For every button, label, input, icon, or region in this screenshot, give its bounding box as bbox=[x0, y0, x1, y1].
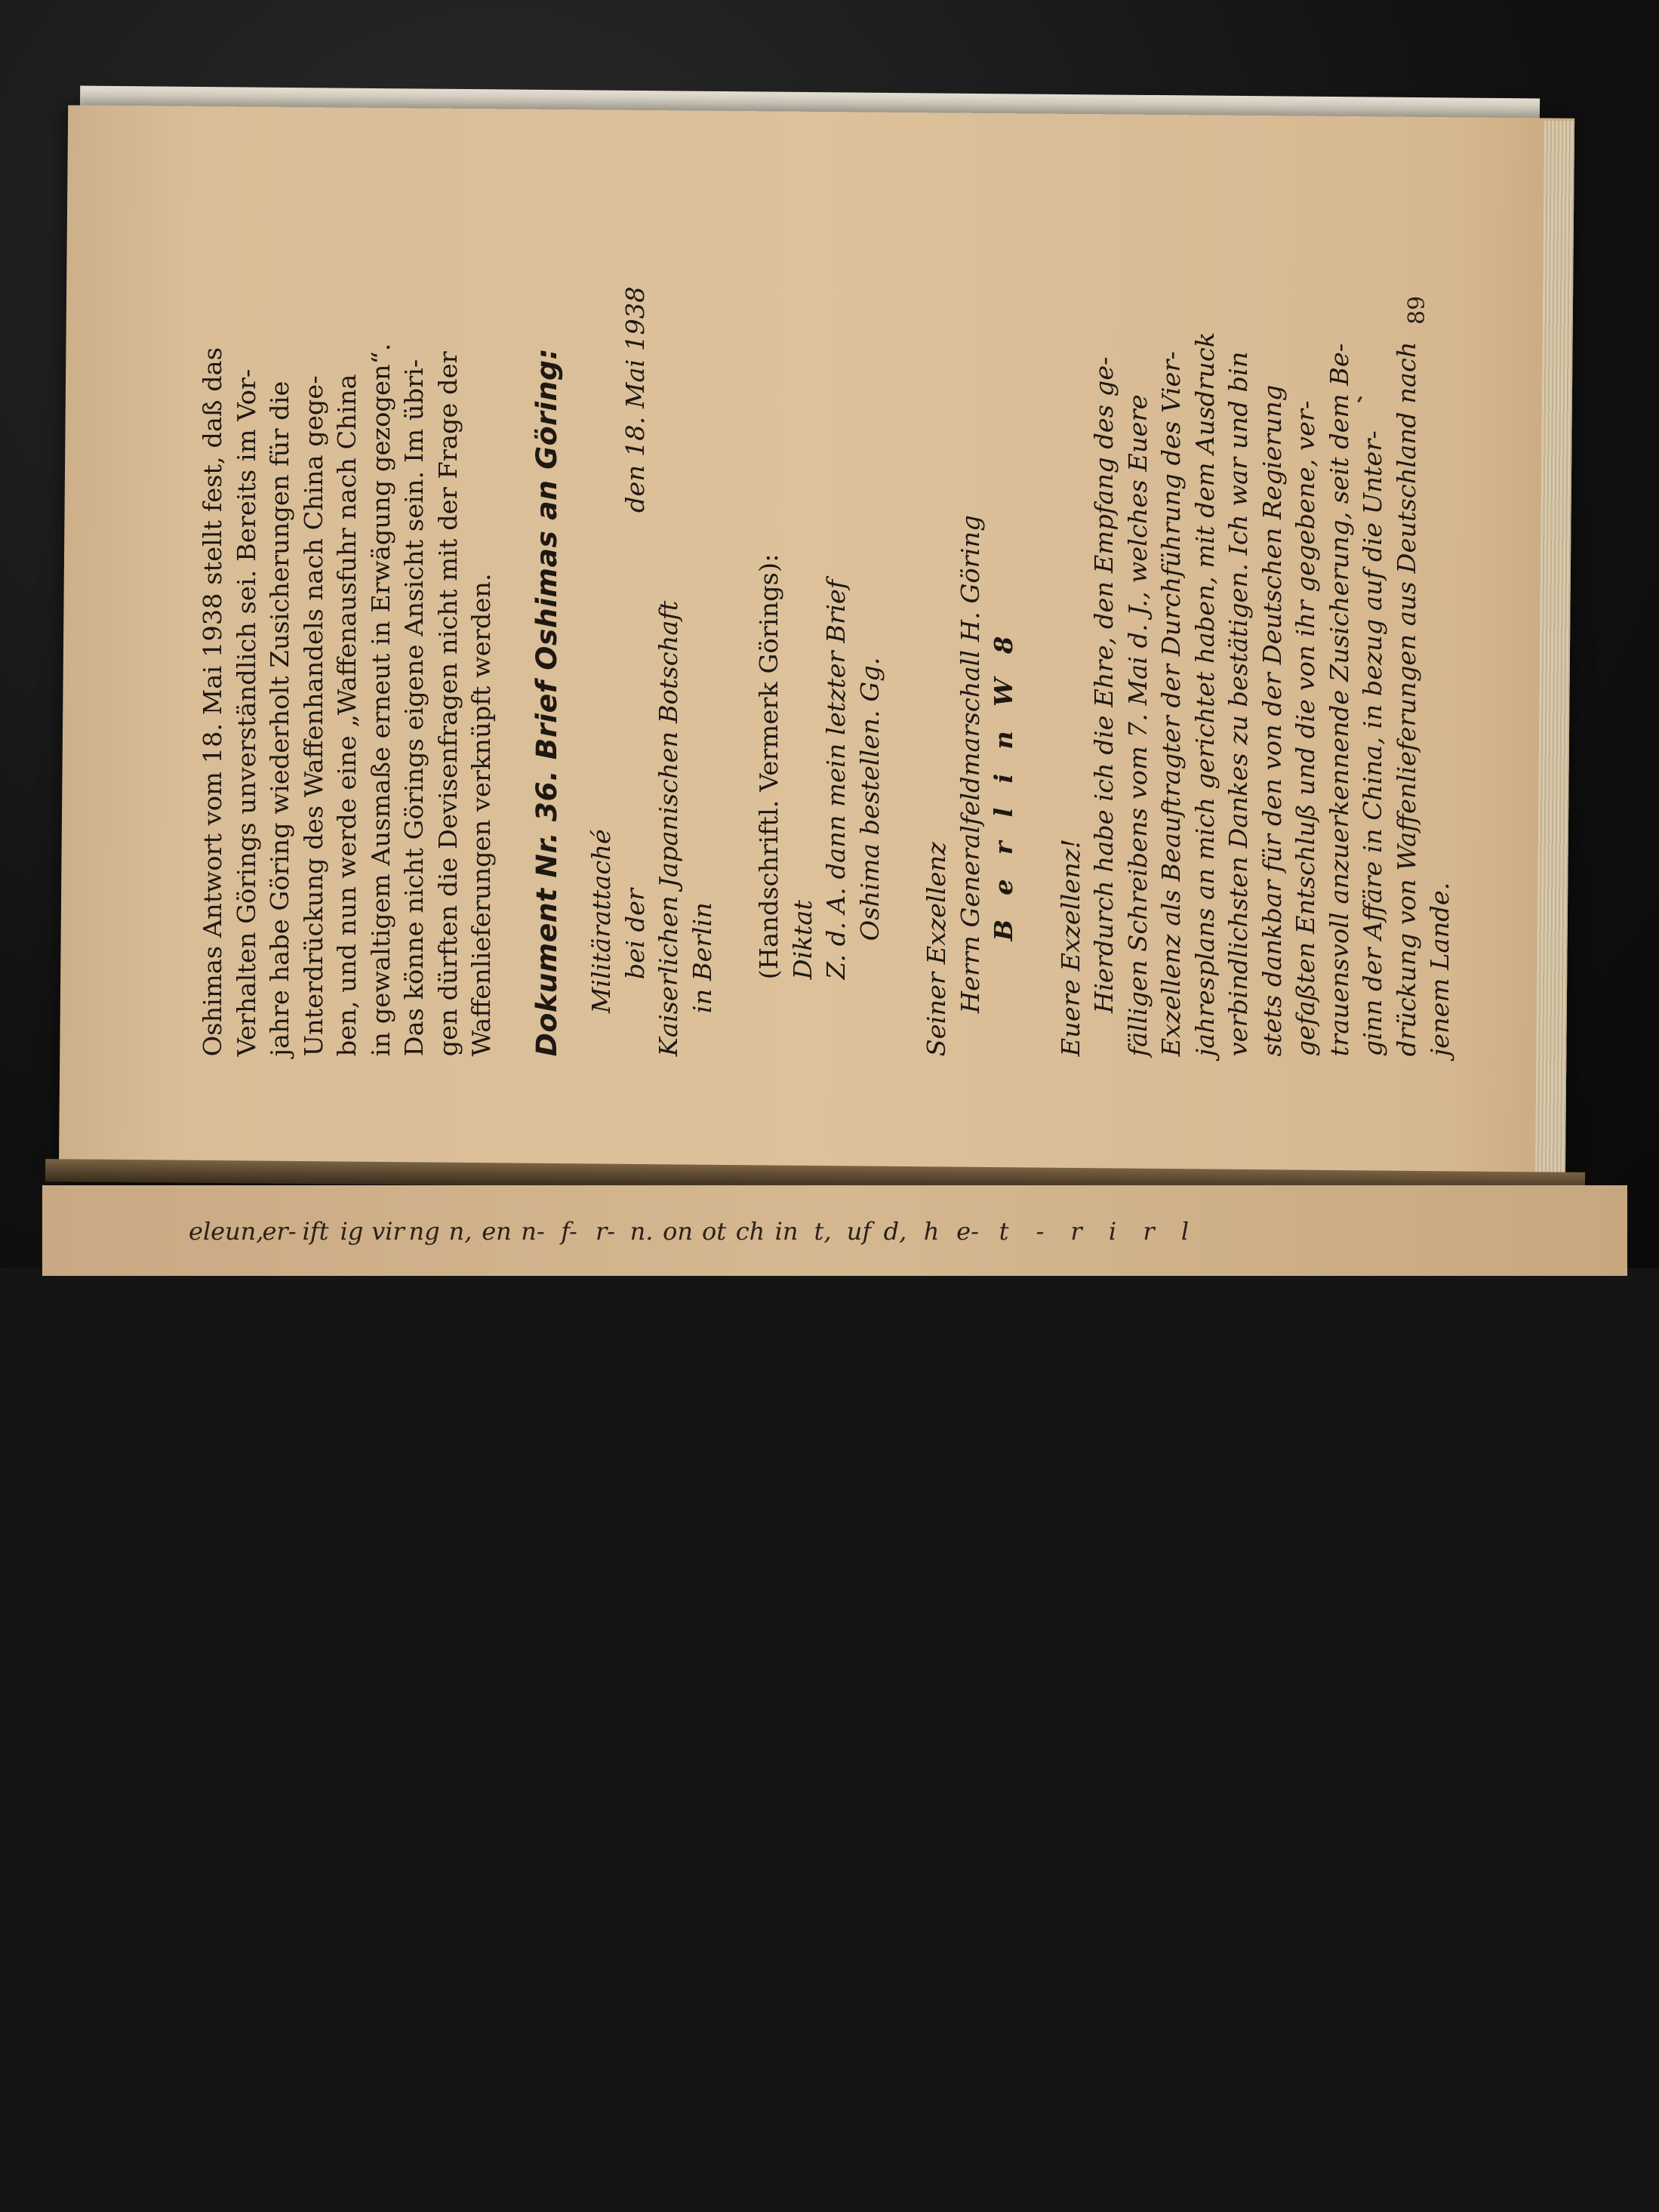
facing-page-fragment: ift bbox=[302, 1217, 329, 1246]
body-line: jahresplans an mich gerichtet haben, mit dem Ausdruck bbox=[1190, 331, 1220, 1057]
facing-page-fragment: l bbox=[1180, 1217, 1190, 1246]
facing-page-fragment: un, bbox=[225, 1217, 264, 1246]
facing-page-fragment: e- bbox=[956, 1217, 979, 1246]
facing-page-fragment: t, bbox=[814, 1217, 832, 1246]
facing-page-fragment: d, bbox=[883, 1217, 907, 1246]
facing-page-fragment: er- bbox=[262, 1217, 297, 1246]
body-line: jenem Lande. bbox=[1425, 882, 1454, 1057]
facing-page-fragment: r- bbox=[595, 1217, 616, 1246]
intro-line: jahre habe Göring wiederholt Zusicherungen für die bbox=[265, 380, 294, 1057]
facing-page-fragment: n. bbox=[629, 1217, 654, 1246]
letterhead-line2: bei der bbox=[620, 888, 650, 980]
address-line2: Herrn Generalfeldmarschall H. Göring bbox=[955, 515, 985, 1014]
body-line: verbindlichsten Dankes zu bestätigen. Ich war und bin bbox=[1223, 351, 1253, 1057]
body-line: gefaßten Entschluß und die von ihr gegebene, ver- bbox=[1291, 400, 1320, 1057]
facing-page-fragment: f- bbox=[561, 1217, 577, 1246]
address-line1: Seiner Exzellenz bbox=[922, 842, 951, 1057]
facing-page-fragment: ch bbox=[735, 1217, 765, 1246]
facing-page-fragment: vir bbox=[371, 1217, 405, 1246]
letterhead-line4: in Berlin bbox=[687, 902, 717, 1014]
letterhead-line1: Militärattaché bbox=[586, 829, 616, 1014]
body-line: fälligen Schreibens vom 7. Mai d. J., welches Euere bbox=[1122, 394, 1153, 1057]
facing-page-fragment: i bbox=[1108, 1217, 1117, 1246]
intro-line: ben, und nun werde eine „Waffenausfuhr nach China bbox=[332, 374, 362, 1057]
intro-line: Das könne nicht Görings eigene Ansicht sein. Im übri- bbox=[399, 359, 429, 1057]
intro-line: gen dürften die Devisenfragen nicht mit der Frage der bbox=[432, 351, 463, 1057]
intro-line: Unterdrückung des Waffenhandels nach China gege- bbox=[298, 375, 328, 1057]
facing-page-fragment: in bbox=[774, 1217, 799, 1246]
facing-page-fragment: ng bbox=[408, 1217, 440, 1246]
facing-page-fragment: n, bbox=[448, 1217, 472, 1246]
body-line: Hierdurch habe ich die Ehre, den Empfang des ge- bbox=[1089, 356, 1119, 1014]
facing-page-fragment: on bbox=[663, 1217, 693, 1246]
facing-page-fragment: ig bbox=[340, 1217, 364, 1246]
handwritten-note-line1: Diktat bbox=[787, 900, 817, 980]
body-line: drückung von Waffenlieferungen aus Deutschland nach bbox=[1391, 341, 1421, 1057]
salutation: Euere Exzellenz! bbox=[1055, 838, 1085, 1057]
body-line: trauensvoll anzuerkennende Zusicherung, seit dem Be- bbox=[1324, 343, 1354, 1057]
letter-body bbox=[1088, 286, 1457, 1056]
intro-line: Verhalten Görings unverständlich sei. Bereits im Vor- bbox=[231, 368, 261, 1057]
facing-page-fragment: ele bbox=[189, 1217, 226, 1246]
handwritten-note-line3: Oshima bestellen. Gg. bbox=[854, 657, 885, 941]
body-line: stets dankbar für den von der Deutschen Regierung bbox=[1257, 384, 1287, 1057]
facing-page-fragment: r bbox=[1070, 1217, 1082, 1246]
intro-line: in gewaltigem Ausmaße erneut in Erwägung gezogen“. bbox=[365, 343, 396, 1057]
intro-paragraph bbox=[196, 286, 499, 1056]
letter-date: den 18. Mai 1938 bbox=[620, 286, 650, 513]
body-line: ginn der Affäre in China, in bezug auf die Unter- bbox=[1358, 430, 1387, 1057]
letterhead-row bbox=[619, 286, 653, 1056]
handwritten-note-line2: Z. d. A. dann mein letzter Brief bbox=[821, 579, 851, 980]
handwritten-note-title: (Handschriftl. Vermerk Görings): bbox=[754, 553, 783, 980]
address-line3: B e r l i n W 8 bbox=[989, 628, 1018, 941]
facing-page-fragment: uf bbox=[846, 1217, 872, 1246]
page-content bbox=[196, 286, 1457, 1056]
facing-page-fragment: r bbox=[1143, 1217, 1155, 1246]
facing-page-fragment: ot bbox=[701, 1217, 727, 1246]
page-number: 89 bbox=[1404, 295, 1430, 325]
body-line: Exzellenz als Beauftragter der Durchführung des Vier- bbox=[1156, 351, 1186, 1057]
facing-page-fragment: h bbox=[923, 1217, 940, 1246]
intro-line: Waffenlieferungen verknüpft werden. bbox=[466, 573, 496, 1057]
document-heading: Dokument Nr. 36. Brief Oshimas an Göring: bbox=[530, 347, 563, 1057]
intro-line: Oshimas Antwort vom 18. Mai 1938 stellt fest, daß das bbox=[198, 347, 227, 1057]
facing-page-fragment: n- bbox=[521, 1217, 545, 1246]
facing-page-fragment: - bbox=[1036, 1217, 1045, 1246]
letterhead-line3: Kaiserlichen Japanischen Botschaft bbox=[654, 600, 683, 1057]
facing-page-fragment: en bbox=[482, 1217, 512, 1246]
facing-page-fragment: t bbox=[999, 1217, 1009, 1246]
